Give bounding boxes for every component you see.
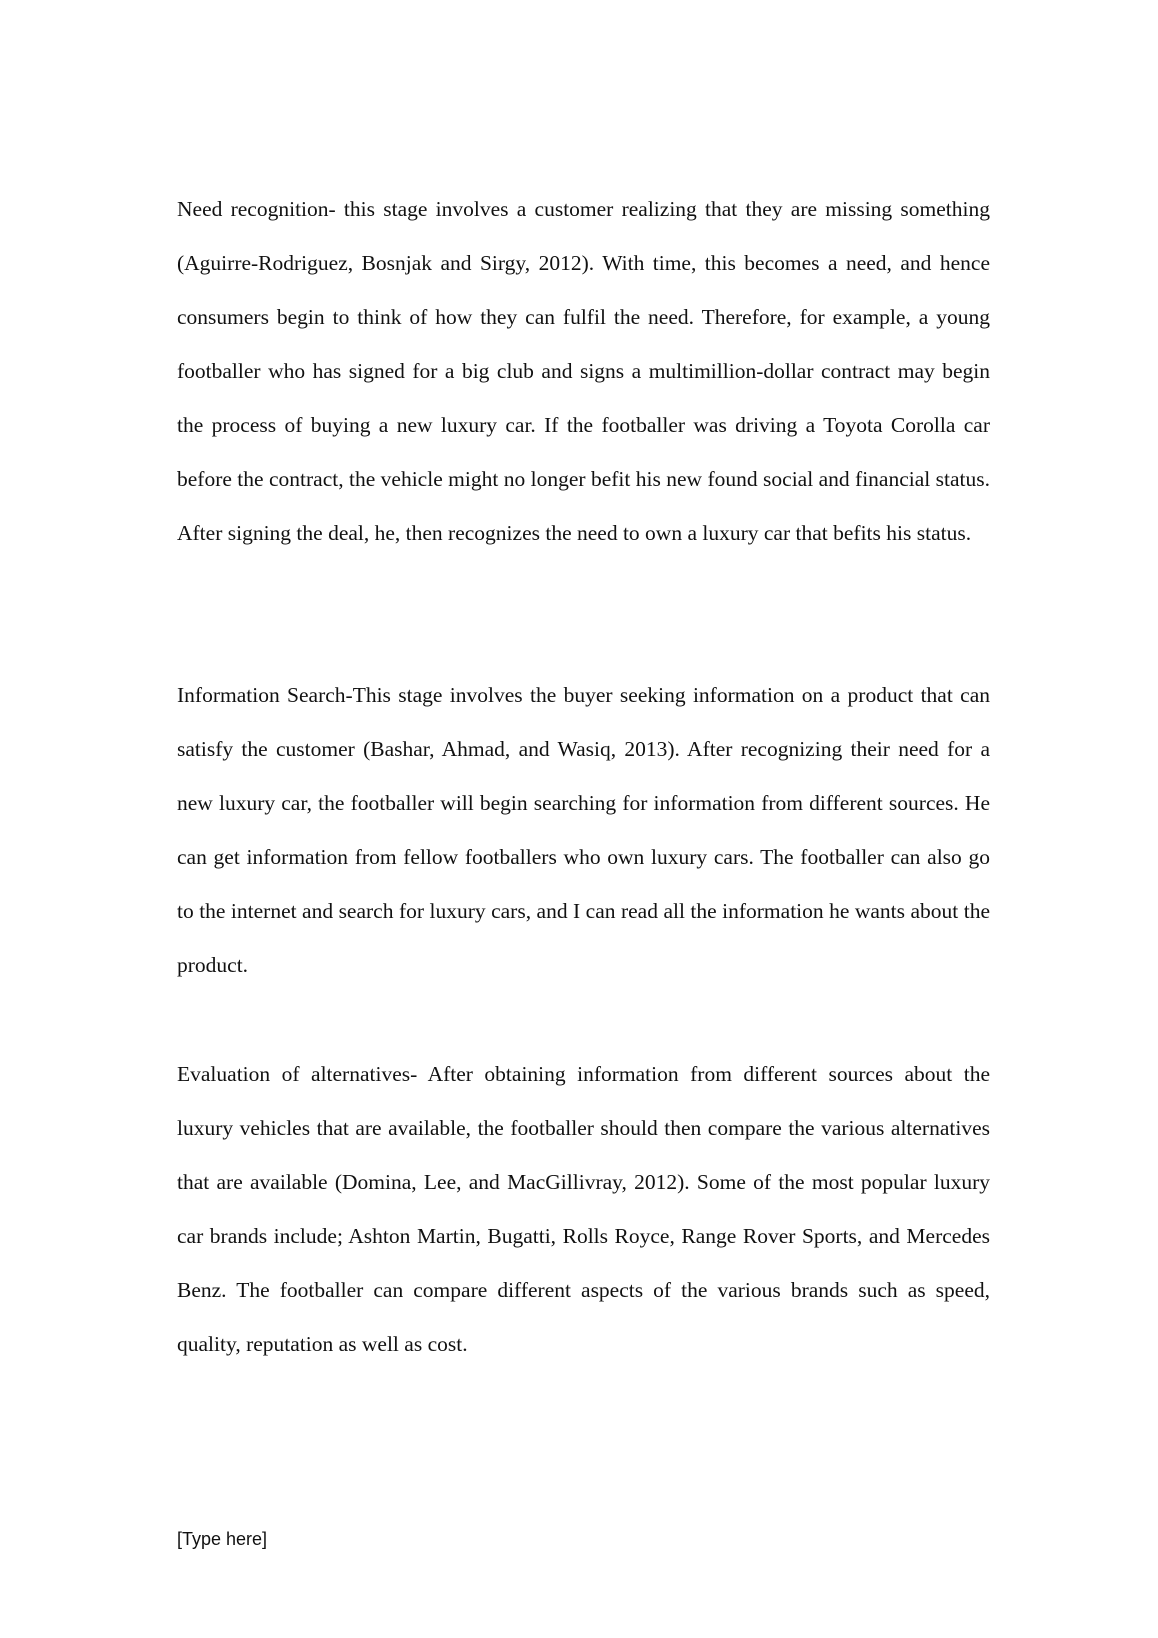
paragraph-evaluation-of-alternatives: Evaluation of alternatives- After obtaining information from different sources about the luxury vehicles that are available, the footballer should then compare the various alternatives that are available (Domina, Lee, and MacGillivray, 2012). Some of the most popular luxury car brands include; Ashton Martin, Bugatti, Rolls Royce, Range Rover Sports, and Mercedes Benz. The footballer can compare different aspects of the various brands such as speed, quality, reputation as well as cost. xyxy=(177,1062,990,1356)
paragraph-information-search: Information Search-This stage involves the buyer seeking information on a product that can satisfy the customer (Bashar, Ahmad, and Wasiq, 2013). After recognizing their need for a new luxury car, the footballer will begin searching for information from different sources. He can get information from fellow footballers who own luxury cars. The footballer can also go to the internet and search for luxury cars, and I can read all the information he wants about the product. xyxy=(177,683,990,977)
paragraph-need-recognition: Need recognition- this stage involves a customer realizing that they are missing something (Aguirre-Rodriguez, Bosnjak and Sirgy, 2012). With time, this becomes a need, and hence consumers begin to think of how they can fulfil the need. Therefore, for example, a young footballer who has signed for a big club and signs a multimillion-dollar contract may begin the process of buying a new luxury car. If the footballer was driving a Toyota Corolla car before the contract, the vehicle might no longer befit his new found social and financial status. After signing the deal, he, then recognizes the need to own a luxury car that befits his status. xyxy=(177,197,990,545)
footer-placeholder[interactable]: [Type here] xyxy=(177,1529,268,1549)
